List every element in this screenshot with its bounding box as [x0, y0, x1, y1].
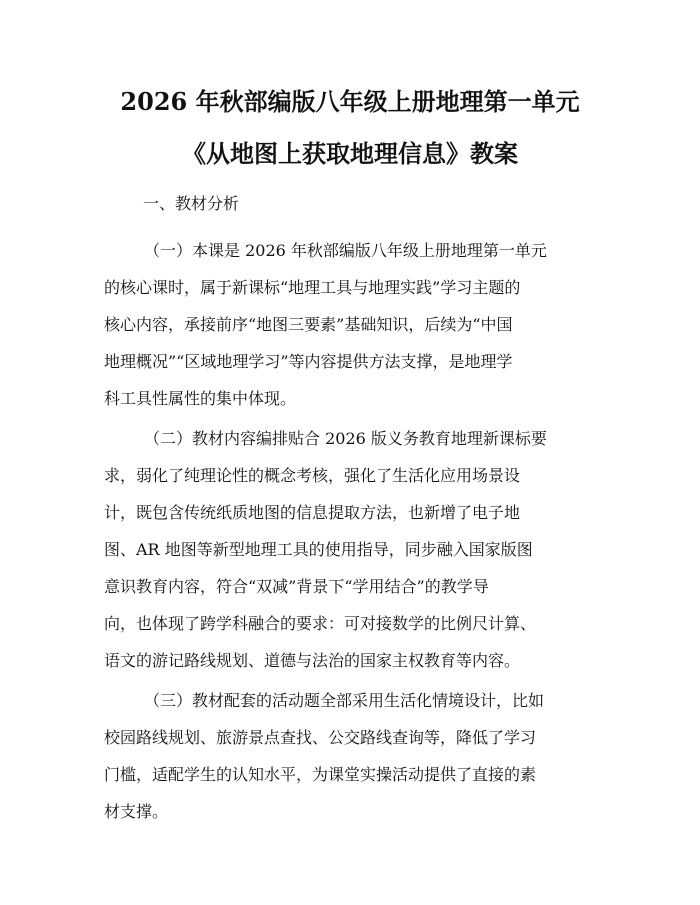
paragraph-line: 门槛，适配学生的认知水平，为课堂实操活动提供了直接的素	[104, 765, 537, 784]
paragraph-line: （三）教材配套的活动题全部采用生活化情境设计，比如	[144, 691, 545, 710]
paragraph-3	[104, 682, 604, 830]
document-title-line-2: 《从地图上获取地理信息》教案	[182, 139, 518, 168]
paragraph-line: 材支撑。	[104, 802, 169, 821]
paragraph-line: （二）教材内容编排贴合 2026 版义务教育地理新课标要	[144, 429, 547, 448]
paragraph-line: 地理概况”“区域地理学习”等内容提供方法支撑，是地理学	[104, 352, 513, 371]
paragraph-line: 核心内容，承接前序“地图三要素”基础知识，后续为“中国	[104, 315, 513, 334]
paragraph-line: 语文的游记路线规划、道德与法治的国家主权教育等内容。	[104, 651, 521, 670]
paragraph-line: 科工具性属性的集中体现。	[104, 389, 297, 408]
paragraph-line: 计，既包含传统纸质地图的信息提取方法，也新增了电子地	[104, 503, 521, 522]
paragraph-line: 图、AR 地图等新型地理工具的使用指导，同步融入国家版图	[104, 540, 533, 559]
section-heading: 一、教材分析	[143, 194, 240, 213]
document-title-line-1: 2026 年秋部编版八年级上册地理第一单元	[120, 87, 580, 116]
paragraph-line: 意识教育内容，符合“双减”背景下“学用结合”的教学导	[104, 577, 489, 596]
paragraph-line: 的核心课时，属于新课标“地理工具与地理实践”学习主题的	[104, 278, 521, 297]
paragraph-line: 校园路线规划、旅游景点查找、公交路线查询等，降低了学习	[104, 728, 537, 747]
paragraph-line: （一）本课是 2026 年秋部编版八年级上册地理第一单元	[144, 241, 547, 260]
paragraph-1	[104, 232, 604, 417]
paragraph-line: 求，弱化了纯理论性的概念考核，强化了生活化应用场景设	[104, 466, 521, 485]
paragraph-line: 向，也体现了跨学科融合的要求：可对接数学的比例尺计算、	[104, 614, 537, 633]
paragraph-2	[104, 420, 604, 679]
